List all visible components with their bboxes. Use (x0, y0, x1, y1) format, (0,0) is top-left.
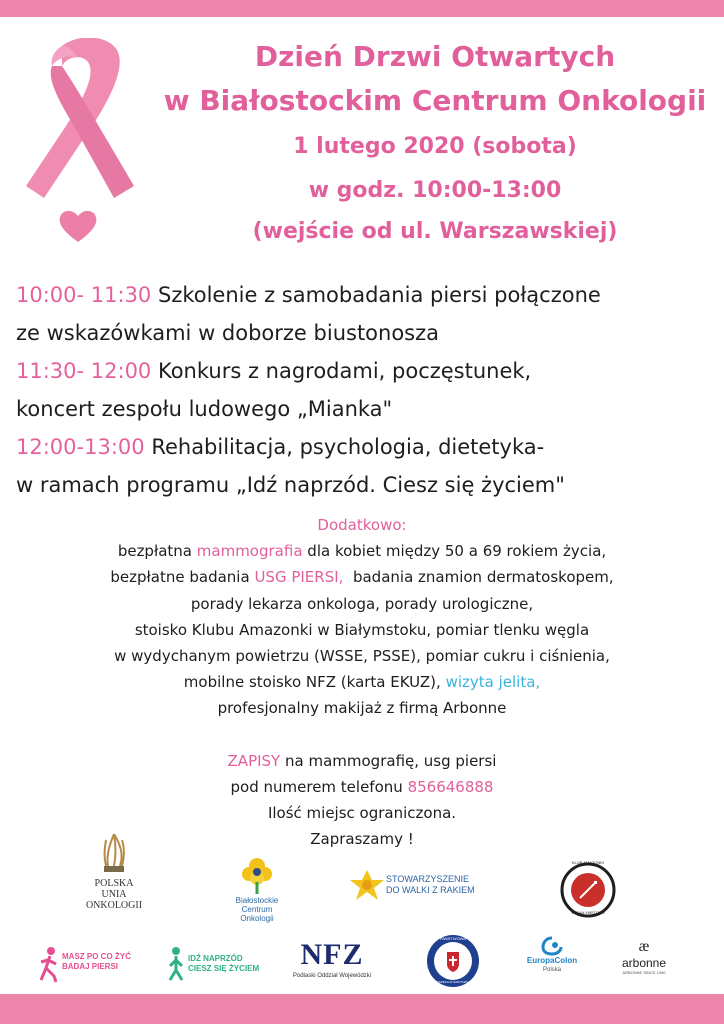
logo-text: MASZ PO CO ŻYĆ (62, 952, 131, 961)
heart-icon (58, 208, 98, 244)
schedule-item (16, 276, 716, 314)
usg-highlight: USG PIERSI, (254, 568, 344, 587)
polska-unia-onkologii-logo (78, 832, 150, 911)
logo-text: Centrum (241, 905, 273, 914)
logo-text: CIESZ SIĘ ŻYCIEM (188, 964, 260, 973)
signup-line (0, 774, 724, 800)
info-line: porady lekarza onkologa, porady urologiczne, (190, 594, 534, 613)
event-date: 1 lutego 2020 (sobota) (293, 134, 577, 159)
logo-text: Białostockie (235, 896, 279, 905)
logo-text: W BIAŁYMSTOKU (571, 910, 605, 915)
additional-info (0, 512, 724, 722)
logo-text: EuropaColon (526, 956, 578, 965)
idz-naprzod-logo (166, 946, 276, 986)
phone-number: 856646888 (407, 778, 494, 796)
info-text: bezpłatna (117, 542, 192, 561)
logo-text: UNIA (101, 889, 127, 900)
schedule-text: Szkolenie z samobadania piersi połączone (157, 283, 601, 307)
candle-icon (94, 832, 134, 876)
event-hours: w godz. 10:00-13:00 (308, 178, 562, 203)
logo-text: STOWARZYSZENIE (386, 874, 470, 884)
logo-text: DO WALKI Z RAKIEM (386, 885, 475, 895)
logo-text: ARBONNE SINCE 1980 (622, 970, 666, 975)
event-title: Dzień Drzwi Otwartych (254, 40, 616, 73)
schedule-item-cont: koncert zespołu ludowego „Mianka" (16, 397, 393, 421)
schedule-item (16, 352, 716, 390)
info-text: dla kobiet między 50 a 69 rokiem życia, (307, 542, 607, 561)
schedule-time: 12:00-13:00 (16, 435, 145, 459)
inspekcja-sanitarna-logo (426, 934, 480, 988)
masz-po-co-zyc-logo (38, 946, 168, 986)
europacolon-icon (541, 936, 563, 956)
logo-text: Onkologii (240, 914, 274, 923)
signup-line: Ilość miejsc ograniczona. (267, 804, 457, 822)
signup-line: Zapraszamy ! (310, 830, 414, 848)
flower-icon (237, 854, 277, 896)
signup-line (0, 748, 724, 774)
top-pink-bar (0, 0, 724, 17)
event-location: w Białostockim Centrum Onkologii (163, 84, 707, 117)
event-header (150, 38, 720, 248)
logo-text: NFZ (300, 938, 364, 971)
schedule-text: Rehabilitacja, psychologia, dietetyka- (151, 435, 545, 459)
logo-text: POLSKA (94, 878, 134, 889)
info-line: stoisko Klubu Amazonki w Białymstoku, pomiar tlenku węgla (134, 620, 590, 639)
schedule-item (16, 428, 716, 466)
signup-text: na mammografię, usg piersi (285, 752, 497, 770)
logo-text: PAŃSTWOWA (439, 936, 467, 941)
bottom-pink-bar (0, 994, 724, 1024)
info-line (0, 538, 724, 564)
info-line: profesjonalny makijaż z firmą Arbonne (217, 699, 507, 718)
daffodil-icon (346, 866, 388, 906)
schedule-text: Konkurs z nagrodami, poczęstunek, (157, 359, 532, 383)
logo-text: ONKOLOGII (85, 900, 143, 911)
schedule-time: 10:00- 11:30 (16, 283, 152, 307)
schedule-time: 11:30- 12:00 (16, 359, 152, 383)
schedule (16, 276, 716, 504)
signup-text: pod numerem telefonu (230, 778, 403, 796)
event-entrance: (wejście od ul. Warszawskiej) (252, 219, 618, 244)
info-text: bezpłatne badania (110, 568, 250, 587)
schedule-item-cont: ze wskazówkami w doborze biustonosza (16, 321, 440, 345)
arbonne-logo (604, 938, 684, 976)
arbonne-symbol-icon: æ (638, 938, 650, 955)
walker-icon (166, 946, 186, 984)
nfz-logo (280, 938, 384, 980)
klub-amazonki-logo (560, 862, 616, 918)
additional-label: Dodatkowo: (317, 516, 407, 534)
logo-text: KLUB AMAZONKI (571, 860, 605, 865)
runner-icon (38, 946, 60, 984)
info-text: mobilne stoisko NFZ (karta EKUZ), (183, 673, 441, 692)
logo-text: BADAJ PIERSI (62, 962, 119, 971)
logo-text: INSPEKCJA SANITARNA (435, 980, 471, 984)
logo-text: IDŹ NAPRZÓD (188, 954, 243, 963)
info-line (0, 669, 724, 695)
logo-text: Polska (542, 967, 561, 973)
wizyta-jelita-highlight: wizyta jelita, (445, 673, 541, 692)
logo-text: Podlaski Oddział Wojewódzki (292, 973, 372, 979)
mammografia-highlight: mammografia (196, 542, 303, 561)
bialostockie-centrum-onkologii-logo (222, 854, 292, 923)
logo-text: arbonne (621, 956, 667, 970)
schedule-item-cont: w ramach programu „Idź naprzód. Ciesz się życiem" (16, 473, 565, 497)
europacolon-logo (520, 936, 584, 974)
info-line: w wydychanym powietrzu (WSSE, PSSE), pomiar cukru i ciśnienia, (114, 647, 610, 666)
info-line (0, 564, 724, 590)
info-text: badania znamion dermatoskopem, (352, 568, 614, 587)
zapisy-highlight: ZAPISY (227, 752, 281, 770)
